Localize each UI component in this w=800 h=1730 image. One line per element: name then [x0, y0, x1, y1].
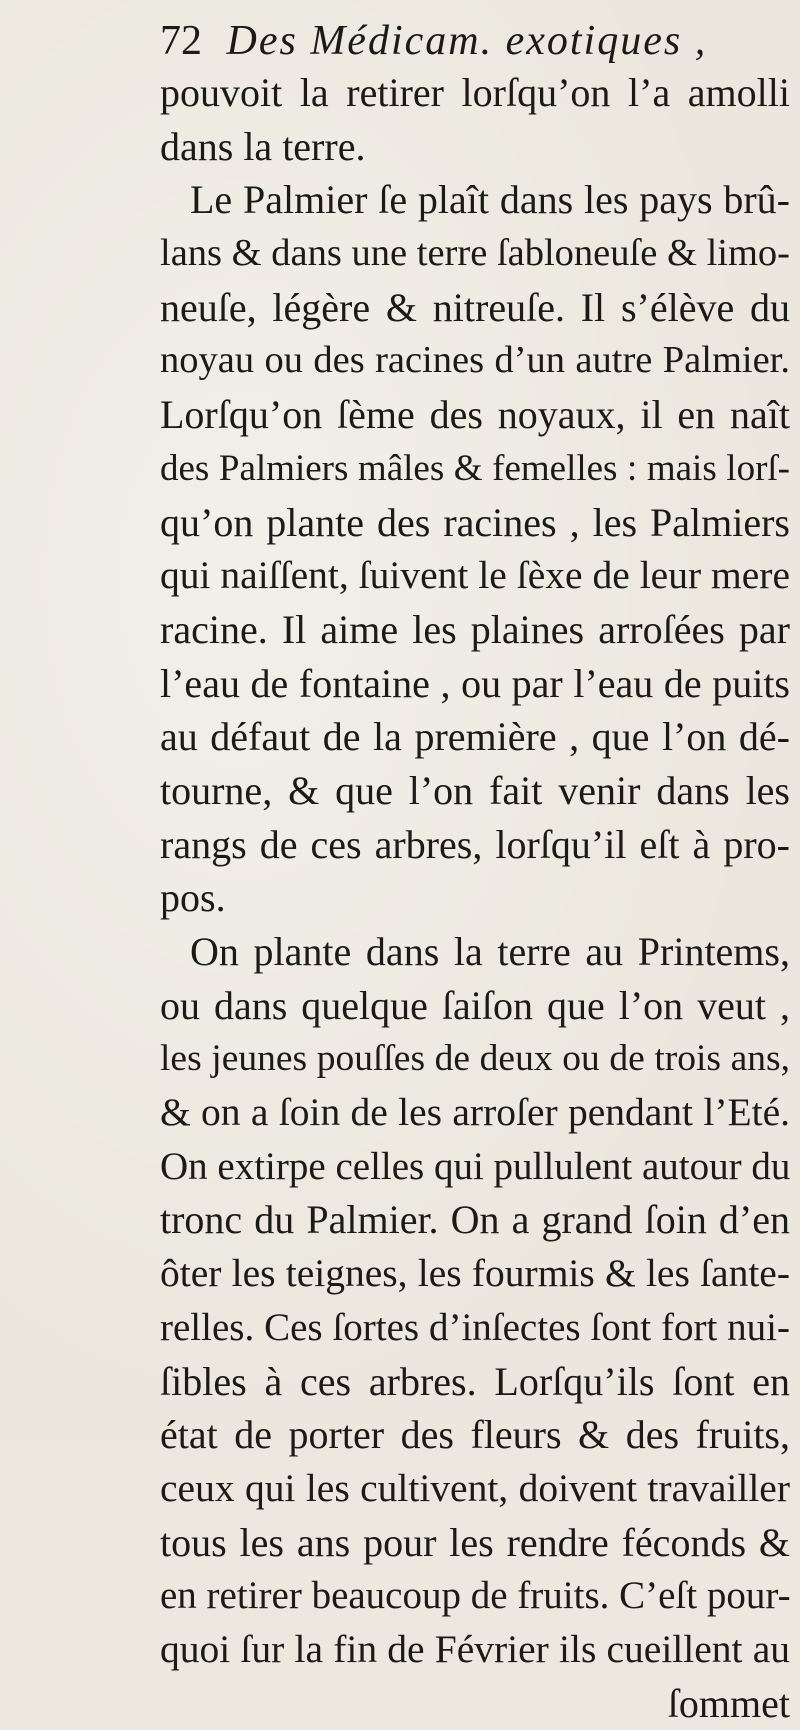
text-line: des Palmiers mâles & femelles : mais lorſ-: [160, 447, 790, 489]
text-line: ou dans quelque ſaiſon que l’on veut ,: [160, 982, 790, 1028]
text-line: tous les ans pour les rendre féconds &: [160, 1519, 790, 1565]
text-line: rangs de ces arbres, lorſqu’il eſt à pro-: [160, 821, 790, 867]
text-line: tronc du Palmier. On a grand ſoin d’en: [160, 1197, 790, 1243]
text-line: pos.: [160, 875, 226, 921]
text-line: ceux qui les cultivent, doivent travailler: [160, 1465, 790, 1510]
text-line: Le Palmier ſe plaît dans les pays brû-: [190, 177, 790, 223]
text-line: les jeunes pouſſes de deux ou de trois ans,: [160, 1038, 790, 1080]
text-line: quoi ſur la fin de Février ils cueillent au: [160, 1626, 790, 1671]
text-line: état de porter des fleurs & des fruits,: [160, 1412, 790, 1458]
text-line: neuſe, légère & nitreuſe. Il s’élève du: [160, 284, 790, 330]
text-line: On plante dans la terre au Printems,: [190, 929, 790, 974]
text-line: dans la terre.: [160, 123, 366, 169]
text-line: tourne, & que l’on fait venir dans les: [160, 767, 790, 813]
text-line: On extirpe celles qui pullulent autour du: [160, 1144, 791, 1188]
text-line: Lorſqu’on ſème des noyaux, il en naît: [160, 392, 790, 438]
text-line: qui naiſſent, ſuivent le ſèxe de leur mere: [160, 553, 790, 598]
text-line: lans & dans une terre ſabloneuſe & limo-: [160, 232, 790, 275]
text-line: relles. Ces ſortes d’inſectes ſont fort nui-: [160, 1305, 790, 1349]
body-text: [160, 66, 790, 1730]
page-header: [160, 12, 780, 70]
page-number: 72: [160, 18, 202, 64]
text-line: en retirer beaucoup de fruits. C’eſt pour-: [160, 1574, 791, 1618]
catchword: ſommet: [667, 1680, 790, 1726]
text-line: au défaut de la première , que l’on dé-: [160, 714, 790, 760]
text-line: qu’on plante des racines , les Palmiers: [160, 499, 790, 545]
text-line: pouvoit la retirer lorſqu’on l’a amolli: [160, 70, 790, 115]
text-line: l’eau de fontaine , ou par l’eau de puits: [160, 660, 790, 706]
text-line: ôter les teignes, les fourmis & les ſante-: [160, 1251, 790, 1296]
running-title: Des Médicam. exotiques ,: [226, 18, 708, 64]
text-line: & on a ſoin de les arroſer pendant l’Eté.: [160, 1090, 790, 1135]
text-line: racine. Il aime les plaines arroſées par: [160, 606, 790, 652]
text-line: noyau ou des racines d’un autre Palmier.: [160, 339, 790, 382]
text-line: ſibles à ces arbres. Lorſqu’ils ſont en: [160, 1358, 790, 1404]
